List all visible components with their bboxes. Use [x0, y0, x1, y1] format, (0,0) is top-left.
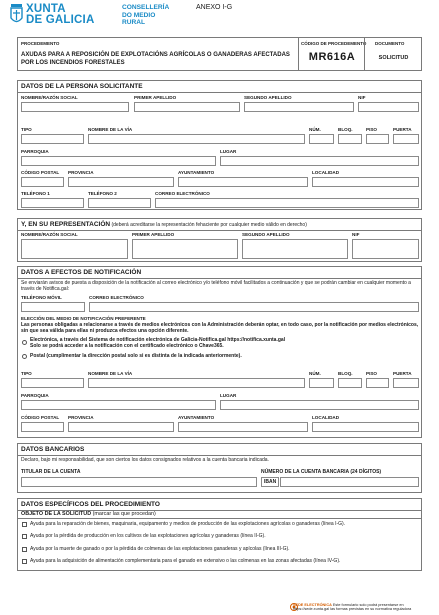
- postal-code-field[interactable]: [21, 177, 64, 187]
- floor-field[interactable]: [366, 134, 389, 144]
- door-label: PUERTA: [393, 127, 412, 132]
- mobile-label: TELÉFONO MÓVIL: [21, 295, 62, 300]
- notification-intro: Se enviarán avisos de puesta a disposición de la notificación al correo electrónico y/o teléfono móvil facilitados a continuación y que se podrán cambiar en cualquier momento a través de Notifica.gal:: [21, 280, 411, 293]
- email-field[interactable]: [89, 302, 419, 312]
- section-title: DATOS DE LA PERSONA SOLICITANTE: [21, 83, 143, 90]
- iban-prefix: IBAN: [261, 477, 279, 487]
- place-label: LUGAR: [220, 393, 237, 398]
- xunta-logo-text: [26, 4, 94, 26]
- surname1-field[interactable]: [134, 102, 240, 112]
- conselleria-line-3: RURAL: [122, 19, 146, 27]
- line-iig-checkbox[interactable]: [22, 534, 27, 539]
- logo-line-1: XUNTA: [26, 3, 66, 15]
- province-label: PROVINCIA: [68, 170, 94, 175]
- surname2-label: SEGUNDO APELLIDO: [242, 232, 290, 237]
- surname1-label: PRIMER APELLIDO: [134, 95, 177, 100]
- number-field[interactable]: [309, 134, 334, 144]
- account-holder-field[interactable]: [21, 477, 257, 487]
- electronic-radio[interactable]: [22, 340, 27, 345]
- procedure-code: MR616A: [308, 51, 356, 63]
- name-field[interactable]: [21, 102, 129, 112]
- phone1-field[interactable]: [21, 198, 84, 208]
- type-label: TIPO: [21, 127, 32, 132]
- representative-section: [17, 218, 422, 262]
- place-field[interactable]: [220, 156, 419, 166]
- procedure-label: PROCEDEMENTO: [21, 41, 60, 46]
- section-title-text: Y, EN SU REPRESENTACIÓN: [21, 221, 111, 228]
- page-header: [0, 0, 439, 34]
- place-label: LUGAR: [220, 149, 237, 154]
- section-title: DATOS BANCARIOS: [21, 446, 85, 453]
- floor-label: PISO: [366, 371, 377, 376]
- municipality-label: AYUNTAMIENTO: [178, 170, 215, 175]
- block-field[interactable]: [338, 134, 362, 144]
- notification-section: [17, 266, 422, 438]
- request-object-note: (marcar las que procedan): [91, 511, 156, 517]
- xunta-crest-icon: [10, 4, 23, 26]
- locality-field[interactable]: [312, 177, 419, 187]
- phone1-label: TELÉFONO 1: [21, 191, 50, 196]
- procedure-box: [17, 37, 422, 71]
- line-ig-checkbox[interactable]: [22, 522, 27, 527]
- section-divider: [18, 455, 421, 456]
- postal-code-field[interactable]: [21, 422, 64, 432]
- locality-field[interactable]: [312, 422, 419, 432]
- floor-label: PISO: [366, 127, 377, 132]
- preferred-method-label: ELECCIÓN DEL MEDIO DE NOTIFICACIÓN PREFERENTE: [21, 316, 146, 321]
- locality-label: LOCALIDAD: [312, 415, 340, 420]
- name-field[interactable]: [21, 239, 128, 259]
- request-object-label: [21, 511, 419, 517]
- place-field[interactable]: [220, 400, 419, 410]
- type-field[interactable]: [21, 378, 84, 388]
- nif-field[interactable]: [352, 239, 419, 259]
- conselleria-line-1: CONSELLERÍA: [122, 4, 170, 11]
- surname2-field[interactable]: [244, 102, 354, 112]
- municipality-field[interactable]: [178, 177, 308, 187]
- surname1-field[interactable]: [132, 239, 238, 259]
- logo-line-2: DE GALICIA: [26, 14, 95, 26]
- anexo-label: ANEXO I-G: [196, 4, 233, 11]
- number-label: NÚM.: [309, 127, 321, 132]
- bank-declaration: Declaro, bajo mi responsabilidad, que son ciertos los datos consignados relativos a la cuenta bancaria indicada.: [21, 457, 269, 463]
- parish-field[interactable]: [21, 400, 216, 410]
- locality-label: LOCALIDAD: [312, 170, 340, 175]
- nif-label: NIF: [358, 95, 366, 100]
- section-title: DATOS ESPECÍFICOS DEL PROCEDIMIENTO: [21, 501, 160, 508]
- type-field[interactable]: [21, 134, 84, 144]
- parish-field[interactable]: [21, 156, 216, 166]
- request-object-title: OBJETO DE LA SOLICITUD: [21, 511, 92, 517]
- phone2-field[interactable]: [88, 198, 151, 208]
- parish-label: PARROQUIA: [21, 149, 49, 154]
- name-label: NOMBRE/RAZÓN SOCIAL: [21, 232, 78, 237]
- email-label: CORREO ELECTRÓNICO: [155, 191, 210, 196]
- postal-option-label: Postal (cumplimentar la dirección postal solo si es distinta de la indicada anteriormente).: [30, 353, 242, 359]
- document-label: DOCUMENTO: [375, 41, 405, 46]
- section-divider: [18, 518, 421, 519]
- street-label: NOMBRE DE LA VÍA: [88, 371, 133, 376]
- line-iiig-label: Ayuda por la muerte de ganado o por la pérdida de colmenas de las explotaciones ganaderas y apícolas (línea III-G).: [30, 546, 290, 552]
- conselleria-name: [122, 4, 169, 27]
- province-label: PROVINCIA: [68, 415, 94, 420]
- province-field[interactable]: [68, 177, 174, 187]
- section-title: DATOS A EFECTOS DE NOTIFICACIÓN: [21, 269, 142, 276]
- line-ivg-label: Ayuda para la adquisición de alimentación complementaria para el ganado en extensivo o las colmenas en las zonas afectadas (línea IV-G).: [30, 558, 341, 564]
- number-label: NÚM.: [309, 371, 321, 376]
- floor-field[interactable]: [366, 378, 389, 388]
- divider: [364, 38, 365, 70]
- municipality-label: AYUNTAMIENTO: [178, 415, 215, 420]
- door-field[interactable]: [393, 378, 419, 388]
- postal-radio[interactable]: [22, 354, 27, 359]
- footer-line-1: Este formulario solo podrá presentarse en: [331, 603, 404, 607]
- divider: [298, 38, 299, 70]
- street-label: NOMBRE DE LA VÍA: [88, 127, 133, 132]
- mobile-field[interactable]: [21, 302, 85, 312]
- section-title-note: (deberá acreditarse la representación fehaciente por cualquier medio válido en derecho): [110, 222, 307, 228]
- email-field[interactable]: [155, 198, 419, 208]
- electronic-option-note: Solo se podrá acceder a la notificación con el certificado electrónico o Chave365.: [30, 343, 224, 349]
- line-ivg-checkbox[interactable]: [22, 559, 27, 564]
- number-field[interactable]: [309, 378, 334, 388]
- block-label: BLOQ.: [338, 371, 353, 376]
- account-holder-label: TITULAR DE LA CUENTA: [21, 469, 81, 475]
- document-type: SOLICITUD: [378, 55, 409, 61]
- nif-label: NIF: [352, 232, 360, 237]
- electronic-office-label: SEDE ELECTRÓNICA: [293, 603, 332, 607]
- type-label: TIPO: [21, 371, 32, 376]
- province-field[interactable]: [68, 422, 174, 432]
- street-field[interactable]: [88, 378, 305, 388]
- section-divider: [18, 278, 421, 279]
- surname2-label: SEGUNDO APELLIDO: [244, 95, 292, 100]
- parish-label: PARROQUIA: [21, 393, 49, 398]
- nif-field[interactable]: [358, 102, 419, 112]
- surname1-label: PRIMER APELLIDO: [132, 232, 175, 237]
- account-number-label: NÚMERO DE LA CUENTA BANCARIA (24 DÍGITOS): [261, 469, 382, 475]
- section-divider: [18, 92, 421, 93]
- block-label: BLOQ.: [338, 127, 353, 132]
- account-number-field[interactable]: [280, 477, 419, 487]
- phone2-label: TELÉFONO 2: [88, 191, 117, 196]
- postal-code-label: CÓDIGO POSTAL: [21, 170, 60, 175]
- line-ig-label: Ayuda para la reparación de bienes, maquinaria, equipamento y medios de producción de las explotaciones agrícolas o ganaderas (línea I-G).: [30, 521, 346, 527]
- applicant-section: [17, 80, 422, 210]
- electronic-option-label: Electrónica, a través del Sistema de notificación electrónica de Galicia-Notifica.gal https://notifica.xunta.gal: [30, 337, 286, 343]
- conselleria-line-2: DO MEDIO: [122, 11, 156, 19]
- municipality-field[interactable]: [178, 422, 308, 432]
- line-iig-label: Ayuda por la pérdida de producción en los cultivos de las explotaciones agrícolas y ganaderas (línea II-G).: [30, 533, 266, 539]
- procedure-title: AXUDAS PARA A REPOSICIÓN DE EXPLOTACIÓNS AGRÍCOLAS O GANADERAS AFECTADAS POR LOS INCENDIOS FORESTALES: [21, 52, 290, 66]
- line-iiig-checkbox[interactable]: [22, 547, 27, 552]
- specific-data-section: [17, 498, 422, 571]
- footer-note: [293, 603, 433, 612]
- obligated-note: Las personas obligadas a relacionarse a través de medios electrónicos con la Administración deberán optar, en todo caso, por la notificación por medios electrónicos, sin que sea válida para ellas ni produzca efectos una opción diferente.: [21, 322, 419, 335]
- street-field[interactable]: [88, 134, 305, 144]
- surname2-field[interactable]: [242, 239, 348, 259]
- bank-section: [17, 443, 422, 493]
- postal-code-label: CÓDIGO POSTAL: [21, 415, 60, 420]
- door-field[interactable]: [393, 134, 419, 144]
- door-label: PUERTA: [393, 371, 412, 376]
- procedure-code-label: CÓDIGO DE PROCEDEMENTO: [301, 41, 367, 46]
- name-label: NOMBRE/RAZÓN SOCIAL: [21, 95, 78, 100]
- block-field[interactable]: [338, 378, 362, 388]
- email-label: CORREO ELECTRÓNICO: [89, 295, 144, 300]
- section-title: [21, 221, 307, 228]
- footer-line-2: https://sede.xunta.gal las formas previstas en su normativa reguladora: [293, 607, 412, 612]
- section-divider: [18, 230, 421, 231]
